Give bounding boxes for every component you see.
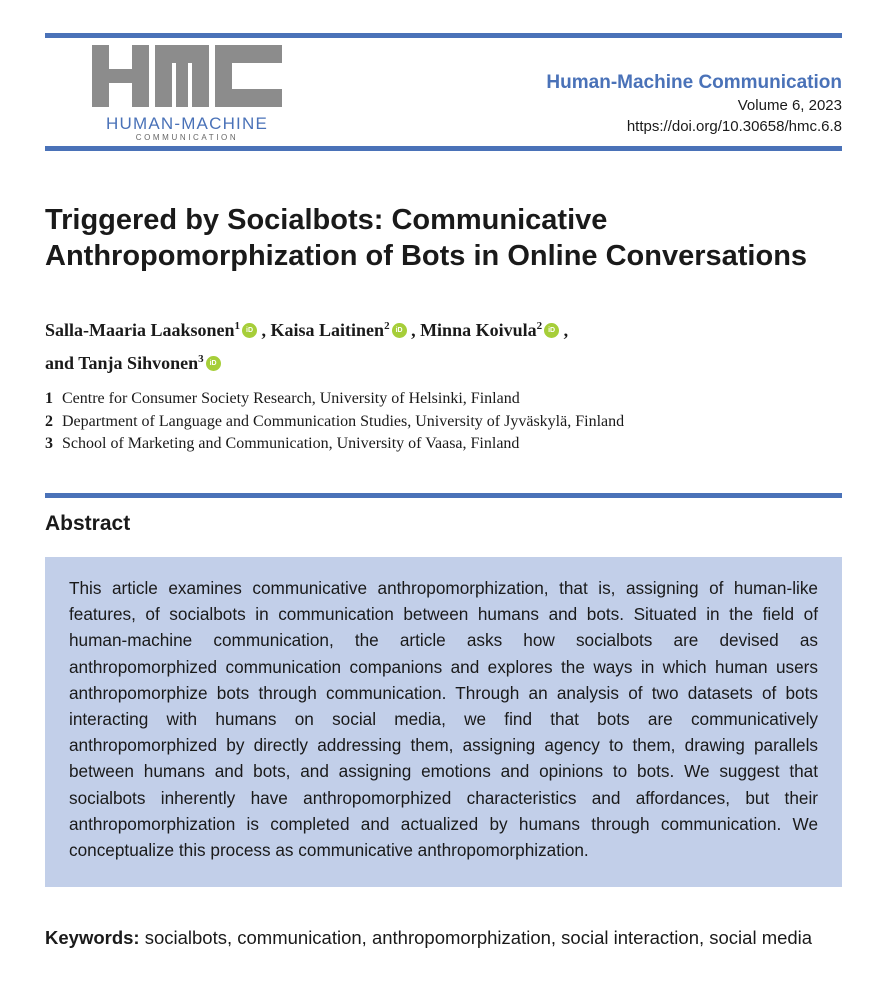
author-separator: , bbox=[406, 320, 421, 340]
affiliation-item bbox=[45, 411, 845, 434]
section-rule bbox=[45, 493, 842, 498]
logo-caption: HUMAN-MACHINE bbox=[106, 114, 268, 133]
article-title: Triggered by Socialbots: Communicative Anthropomorphization of Bots in Online Conversations bbox=[45, 204, 808, 272]
affiliation-list bbox=[45, 388, 845, 456]
abstract-text: This article examines communicative anthropomorphization, that is, assigning of human-like features, of socialbots in communication between humans and bots. Situated in the field of human-machine communication, the article asks how socialbots are devised as anthropomorphized communication companions and explores the ways in which human users anthropomorphize bots through communication. Through an analysis of two datasets of bots interacting with humans on social media, we find that bots are communicatively anthropomorphized by directly addressing them, assigning agency to them, drawing parallels between humans and bots, and assigning emotions and opinions to bots. We suggest that socialbots inherently have anthropomorphized characteristics and affordances, but their anthropomorphization is completed and actualized by humans through communication. We conceptualize this process as communicative anthropomorphization. bbox=[69, 578, 818, 861]
top-rule bbox=[45, 33, 842, 38]
author-name: Kaisa Laitinen bbox=[270, 320, 385, 340]
keywords-text: socialbots, communication, anthropomorphization, social interaction, social media bbox=[139, 927, 813, 948]
abstract-box bbox=[45, 557, 842, 887]
orcid-icon[interactable]: iD bbox=[242, 323, 257, 338]
affiliation-number: 2 bbox=[45, 412, 53, 430]
author-separator: , bbox=[257, 320, 271, 340]
abstract-heading: Abstract bbox=[45, 512, 131, 535]
orcid-icon[interactable]: iD bbox=[392, 323, 407, 338]
orcid-icon[interactable]: iD bbox=[544, 323, 559, 338]
keywords bbox=[45, 925, 825, 951]
journal-info bbox=[546, 71, 842, 137]
author-affiliation-mark: 1 bbox=[234, 320, 241, 332]
affiliation-item bbox=[45, 433, 845, 456]
author-name: Minna Koivula bbox=[420, 320, 537, 340]
affiliation-item bbox=[45, 388, 845, 411]
author-separator: , bbox=[559, 320, 569, 340]
author-affiliation-mark: 2 bbox=[384, 320, 390, 332]
journal-volume: Volume 6, 2023 bbox=[737, 97, 842, 114]
author-affiliation-mark: 3 bbox=[198, 353, 204, 365]
author-affiliation-mark: 2 bbox=[536, 320, 543, 332]
affiliation-text: Department of Language and Communication Studies, University of Jyväskylä, Finland bbox=[62, 412, 625, 430]
author-name: and Tanja Sihvonen bbox=[45, 353, 199, 373]
logo-subcaption: COMMUNICATION bbox=[135, 133, 239, 142]
affiliation-text: School of Marketing and Communication, University of Vaasa, Finland bbox=[62, 435, 520, 452]
author-list bbox=[45, 312, 825, 378]
affiliation-number: 1 bbox=[45, 390, 53, 407]
affiliation-text: Centre for Consumer Society Research, University of Helsinki, Finland bbox=[62, 390, 520, 407]
journal-name: Human-Machine Communication bbox=[546, 72, 842, 93]
orcid-icon[interactable]: iD bbox=[206, 356, 221, 371]
author-name: Salla-Maaria Laaksonen bbox=[45, 320, 235, 340]
keywords-label: Keywords: bbox=[45, 927, 140, 948]
header-rule bbox=[45, 146, 842, 151]
journal-doi[interactable]: https://doi.org/10.30658/hmc.6.8 bbox=[626, 118, 842, 135]
affiliation-number: 3 bbox=[45, 435, 53, 452]
